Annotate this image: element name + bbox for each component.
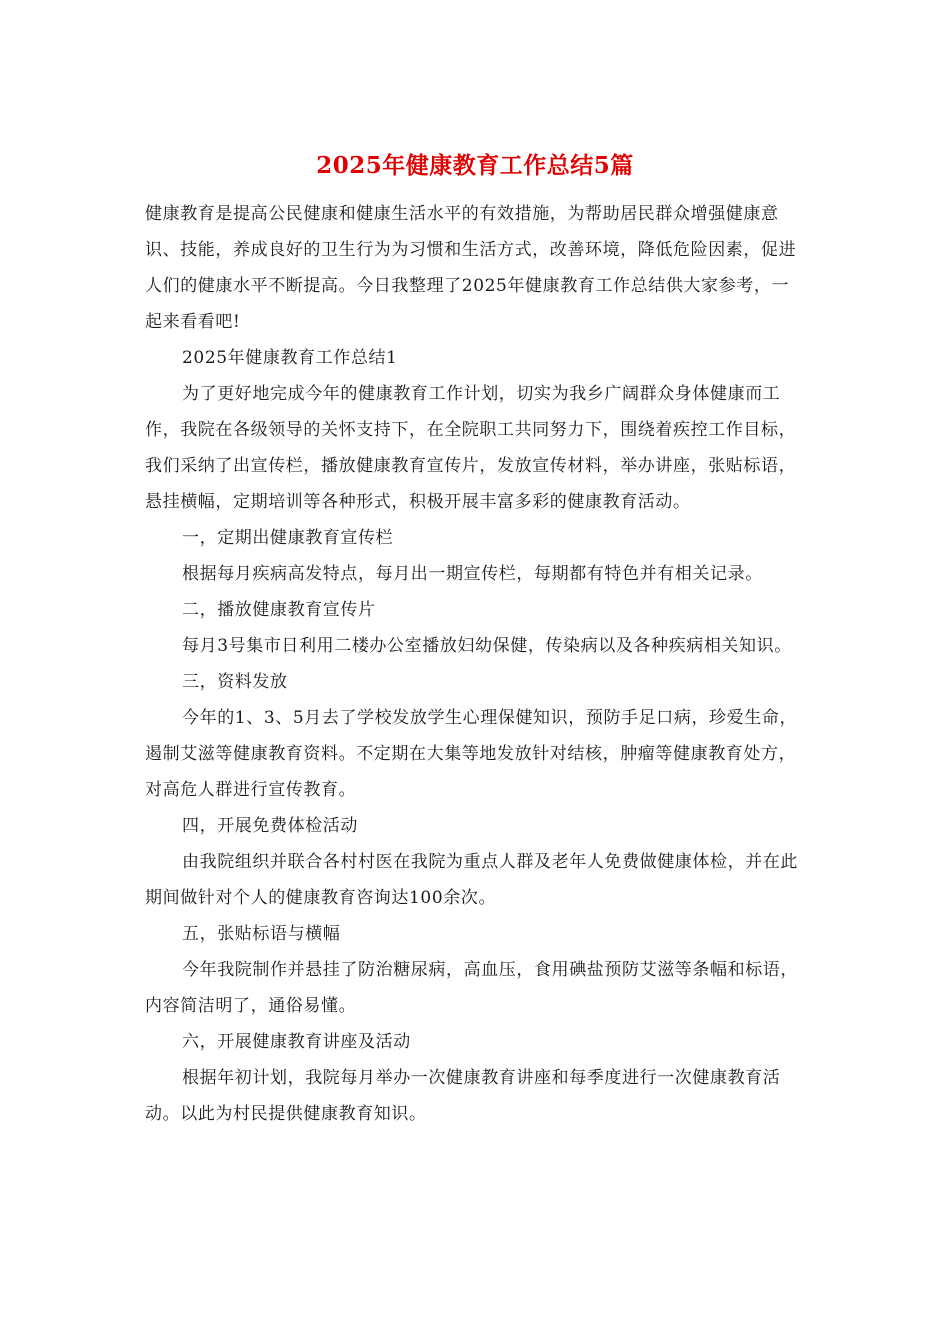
- body-paragraph: 根据每月疾病高发特点，每月出一期宣传栏，每期都有特色并有相关记录。: [182, 564, 763, 584]
- document-title: 2025年健康教育工作总结5篇: [316, 152, 634, 179]
- subheading-1: 一，定期出健康教育宣传栏: [182, 528, 394, 548]
- body-paragraph: 由我院组织并联合各村村医在我院为重点人群及老年人免费做健康体检，并在此期间做针对个人的健康教育咨询达100余次。: [145, 852, 798, 908]
- body-paragraph: 每月3号集市日利用二楼办公室播放妇幼保健，传染病以及各种疾病相关知识。: [182, 636, 792, 656]
- body-paragraph: 为了更好地完成今年的健康教育工作计划，切实为我乡广阔群众身体健康而工作，我院在各级领导的关怀支持下，在全院职工共同努力下，围绕着疾控工作目标，我们采纳了出宣传栏，播放健康教育宣传片，发放宣传材料，举办讲座，张贴标语，悬挂横幅，定期培训等各种形式，积极开展丰富多彩的健康教育活动。: [145, 384, 797, 512]
- body-paragraph: 今年我院制作并悬挂了防治糖尿病，高血压，食用碘盐预防艾滋等条幅和标语，内容简洁明了，通俗易懂。: [145, 960, 798, 1016]
- subheading-5: 五，张贴标语与横幅: [182, 924, 341, 944]
- intro-paragraph: 健康教育是提高公民健康和健康生活水平的有效措施，为帮助居民群众增强健康意识、技能，养成良好的卫生行为为习惯和生活方式，改善环境，降低危险因素，促进人们的健康水平不断提高。今日我整理了2025年健康教育工作总结供大家参考，一起来看看吧!: [145, 204, 797, 332]
- subheading-4: 四，开展免费体检活动: [182, 816, 358, 836]
- subheading-2: 二，播放健康教育宣传片: [182, 600, 376, 620]
- subheading-3: 三，资料发放: [182, 672, 288, 692]
- subheading-6: 六，开展健康教育讲座及活动: [182, 1032, 411, 1052]
- body-paragraph: 今年的1、3、5月去了学校发放学生心理保健知识，预防手足口病，珍爱生命，遏制艾滋等健康教育资料。不定期在大集等地发放针对结核，肿瘤等健康教育处方，对高危人群进行宣传教育。: [145, 708, 798, 800]
- body-paragraph: 根据年初计划，我院每月举办一次健康教育讲座和每季度进行一次健康教育活动。以此为村民提供健康教育知识。: [145, 1068, 781, 1124]
- document-body: [145, 196, 805, 1132]
- section-title: 2025年健康教育工作总结1: [182, 348, 398, 368]
